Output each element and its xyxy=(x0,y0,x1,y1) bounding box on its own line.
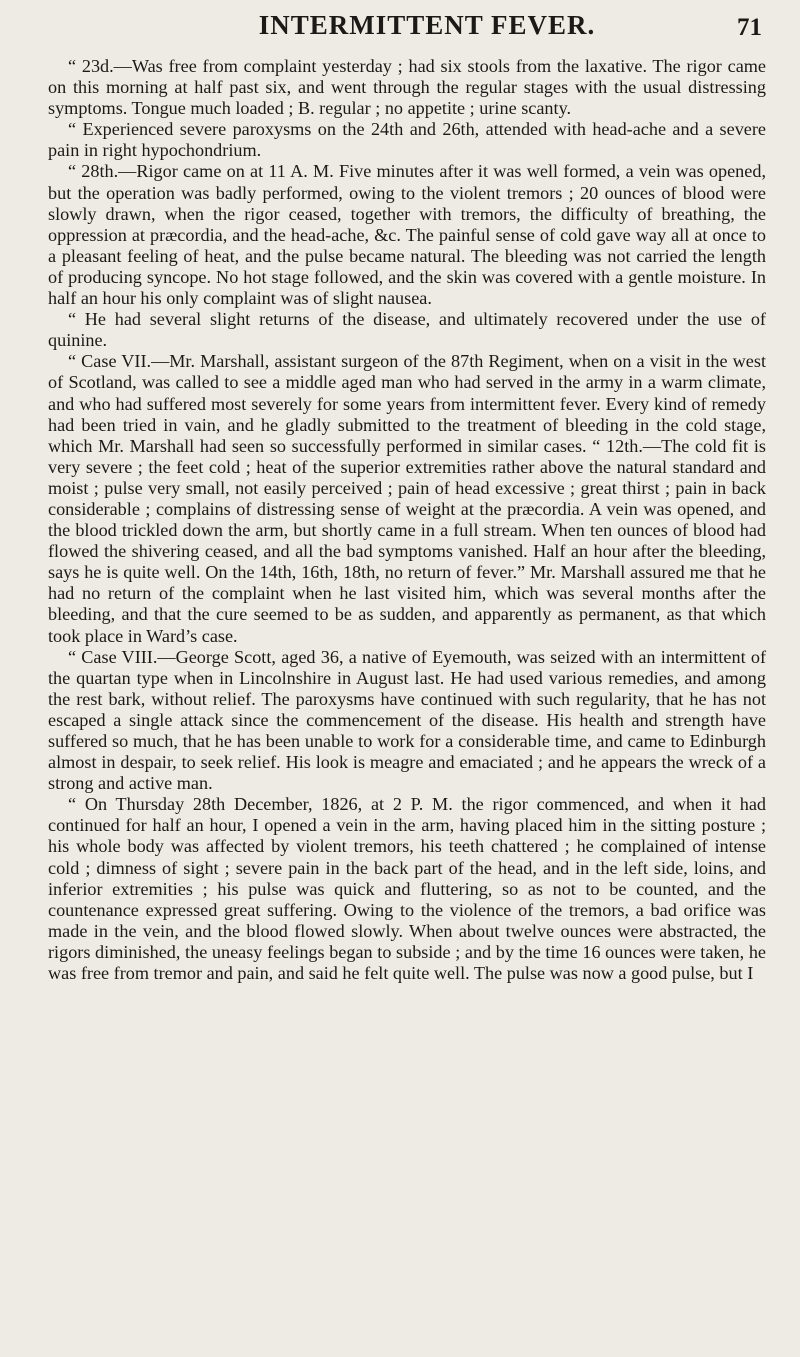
page-number: 71 xyxy=(737,14,762,41)
paragraph-thursday: “ On Thursday 28th December, 1826, at 2 P. M. the rigor commenced, and when it had continued for half an hour, I opened a vein in the arm, having placed him in the sitting posture ; his whole body was affected by violent tremors, his teeth chattered ; he complained of intense cold ; dimness of sight ; severe pain in the back part of the head, and in the left side, loins, and inferior extremities ; his pulse was quick and fluttering, so as not to be counted, and the countenance expressed great suffering. Owing to the violence of the tremors, a bad orifice was made in the vein, and the blood flowed slowly. When about twelve ounces were abstracted, the rigors diminished, the uneasy feelings began to subside ; and by the time 16 ounces were taken, he was free from tremor and pain, and said he felt quite well. The pulse was now a good pulse, but I xyxy=(48,794,766,984)
paragraph-28th: “ 28th.—Rigor came on at 11 A. M. Five minutes after it was well formed, a vein was opened, but the operation was badly performed, owing to the violent tremors ; 20 ounces of blood were slowly drawn, when the rigor ceased, together with tremors, the difficulty of breathing, the oppression at præcordia, and the head-ache, &c. The painful sense of cold gave way all at once to a pleasant feeling of heat, and the pulse became natural. The bleeding was not carried the length of producing syncope. No hot stage followed, and the skin was covered with a gentle moisture. In half an hour his only complaint was of slight nausea. xyxy=(48,161,766,309)
page-header xyxy=(48,6,766,56)
paragraph-case-viii: “ Case VIII.—George Scott, aged 36, a native of Eyemouth, was seized with an intermittent of the quartan type when in Lincolnshire in August last. He had used various remedies, and among the rest bark, without relief. The paroxysms have continued with such regularity, that he has not escaped a single attack since the commencement of the disease. His health and strength have suffered so much, that he has been unable to work for a considerable time, and came to Edinburgh almost in despair, to seek relief. His look is meagre and emaciated ; and he appears the wreck of a strong and active man. xyxy=(48,646,766,794)
paragraph-24th-26th: “ Experienced severe paroxysms on the 24th and 26th, attended with head-ache and a severe pain in right hypochondrium. xyxy=(48,119,766,161)
running-title: INTERMITTENT FEVER. xyxy=(258,10,596,40)
body-text xyxy=(48,56,766,984)
paragraph-returns: “ He had several slight returns of the disease, and ultimately recovered under the use of quinine. xyxy=(48,309,766,351)
paragraph-case-vii: “ Case VII.—Mr. Marshall, assistant surgeon of the 87th Regiment, when on a visit in the west of Scotland, was called to see a middle aged man who had served in the army in a warm climate, and who had suffered most severely for some years from intermittent fever. Every kind of remedy had been tried in vain, and he gladly submitted to the treatment of bleeding in the cold stage, which Mr. Marshall had seen so successfully performed in similar cases. “ 12th.—The cold fit is very severe ; the feet cold ; heat of the superior extremities rather above the natural standard and moist ; pulse very small, not easily perceived ; pain of head excessive ; great thirst ; pain in back considerable ; complains of distressing sense of weight at the præcordia. A vein was opened, and the blood trickled down the arm, but shortly came in a full stream. When ten ounces of blood had flowed the shivering ceased, and all the bad symptoms vanished. Half an hour after the bleeding, says he is quite well. On the 14th, 16th, 18th, no return of fever.” Mr. Marshall assured me that he had no return of the complaint when he last visited him, which was several months after the bleeding, and that the cure seemed to be as sudden, and apparently as permanent, as that which took place in Ward’s case. xyxy=(48,351,766,646)
paragraph-23d: “ 23d.—Was free from complaint yesterday ; had six stools from the laxative. The rigor came on this morning at half past six, and went through the regular stages with the usual distressing symptoms. Tongue much loaded ; B. regular ; no appetite ; urine scanty. xyxy=(48,56,766,119)
